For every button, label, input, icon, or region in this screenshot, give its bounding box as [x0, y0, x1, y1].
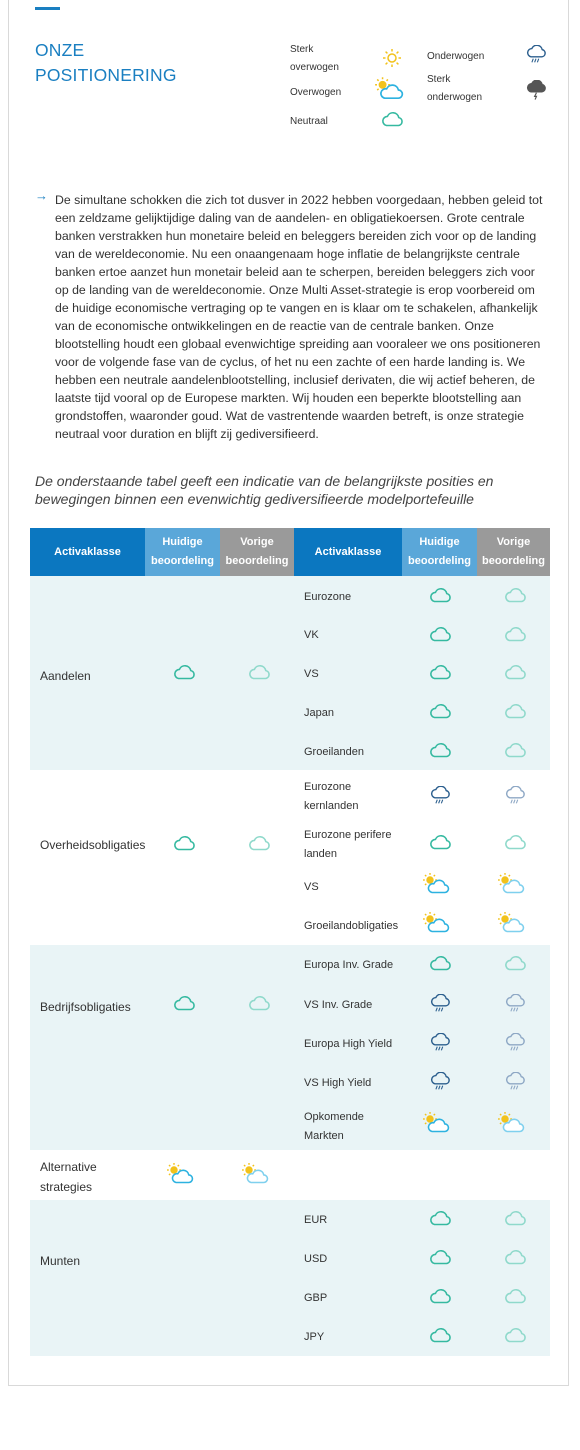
cloud-icon: [503, 703, 527, 719]
row-label: Europa Inv. Grade: [304, 959, 394, 971]
row-label: VS: [304, 881, 319, 893]
cloud-icon: [247, 995, 271, 1011]
group-band-government-bonds: [30, 770, 550, 945]
legend-label-strong-overweight: Sterk overwogen: [290, 44, 339, 73]
sun-cloud-icon: [166, 1162, 194, 1184]
header-asset-class: Activaklasse: [30, 528, 145, 576]
row-label: Groeilandobligaties: [304, 920, 399, 932]
sun-cloud-icon: [497, 1111, 525, 1133]
legend-label-neutral: Neutraal: [290, 116, 328, 127]
row-label: VS High Yield: [304, 1077, 372, 1089]
row-label: Europa High Yield: [304, 1038, 393, 1050]
row-label: Eurozone: [304, 591, 352, 603]
row-label: Opkomende Markten: [304, 1111, 364, 1142]
row-label: GBP: [304, 1292, 328, 1304]
rain-cloud-icon: [429, 1033, 451, 1053]
cloud-icon: [503, 834, 527, 850]
row-label: JPY: [304, 1331, 325, 1343]
row-label: Japan: [304, 707, 334, 719]
sun-cloud-icon: [422, 872, 450, 894]
header-asset-class-2: Activaklasse: [294, 528, 402, 576]
header-current-rating-2: Huidige beoordeling: [402, 528, 477, 576]
group-label-currencies: Munten: [40, 1254, 81, 1268]
rain-cloud-icon: [429, 786, 451, 806]
summary-paragraph: De simultane schokken die zich tot dusver in 2022 hebben voorgedaan, hebben geleid tot een zeldzame gelijktijdige daling van de aandelen- en obligatiekoersen. Grote centrale banken verstrakken hun monetaire beleid en beleggers bereiden zich voor op de landing van de wereldeconomie. Nu een onaangenaam hoge inflatie de belangrijkste centrale banken ertoe aanzet hun monetair beleid aan te scherpen, bereiden beleggers zich voor op de landing van de wereldeconomie. Onze Multi Asset-strategie is erop voorbereid om de huidige economische vertraging op te vangen en is klaar om te schakelen, afhankelijk van de economische ontwikkelingen en de reactie van de centrale banken. Onze blootstelling houdt een globaal evenwichtige spreiding aan vooraleer we ons positioneren voor de volgende fase van de cyclus, of het nu een zachte of een harde landing is. We hebben een neutrale aandelenblootstelling, inclusief derivaten, die wij actief beheren, de laatste tijd vooral op de Europese markten. Wij houden een beperkte blootstelling aan grondstoffen, waaronder goud. Wat de vastrentende waarden betreft, is onze strategie neutraal voor duration en blijft zij gediversifieerd.: [55, 193, 543, 441]
cloud-icon: [428, 587, 452, 603]
cloud-icon: [503, 742, 527, 758]
cloud-icon: [428, 1249, 452, 1265]
sun-icon: [382, 48, 402, 68]
sun-cloud-icon: [374, 76, 404, 100]
cloud-icon: [172, 664, 196, 680]
cloud-icon: [428, 742, 452, 758]
row-label: EUR: [304, 1214, 328, 1226]
cloud-icon: [428, 955, 452, 971]
cloud-icon: [428, 664, 452, 680]
row-label: VS: [304, 668, 319, 680]
group-band-corporate-bonds: [30, 945, 550, 1150]
rain-cloud-icon: [429, 1072, 451, 1092]
table-intro: De onderstaande tabel geeft een indicatie van de belangrijkste posities en bewegingen binnen een evenwichtig gediversifieerde modelportefeuille: [35, 473, 494, 507]
group-band-equities: [30, 576, 550, 770]
legend-label-overweight: Overwogen: [290, 87, 342, 98]
header-previous-rating: Vorige beoordeling: [220, 528, 294, 576]
cloud-icon: [172, 835, 196, 851]
rain-cloud-icon: [504, 994, 526, 1014]
arrow-right-icon: →: [35, 188, 48, 203]
group-label-alternatives: Alternative strategies: [40, 1160, 97, 1194]
cloud-icon: [380, 111, 404, 127]
top-accent-bar: [35, 7, 60, 10]
cloud-icon: [247, 835, 271, 851]
group-band-alternatives: [30, 1150, 550, 1200]
storm-cloud-icon: [525, 80, 547, 100]
cloud-icon: [503, 1249, 527, 1265]
cloud-icon: [428, 1288, 452, 1304]
cloud-icon: [503, 626, 527, 642]
cloud-icon: [428, 703, 452, 719]
cloud-icon: [247, 664, 271, 680]
legend-label-underweight: Onderwogen: [427, 51, 485, 62]
sun-cloud-icon: [497, 911, 525, 933]
sun-cloud-icon: [241, 1162, 269, 1184]
cloud-icon: [428, 1327, 452, 1343]
page-title: ONZE POSITIONERING: [35, 40, 177, 85]
rain-cloud-icon: [504, 1033, 526, 1053]
cloud-icon: [503, 664, 527, 680]
sun-cloud-icon: [422, 911, 450, 933]
group-label-equities: Aandelen: [40, 669, 91, 683]
rain-cloud-icon: [429, 994, 451, 1014]
row-label: Eurozone perifere landen: [304, 829, 392, 860]
row-label: USD: [304, 1253, 328, 1265]
sun-cloud-icon: [497, 872, 525, 894]
group-band-currencies: [30, 1200, 550, 1356]
rain-cloud-icon: [525, 45, 547, 65]
row-label: VS Inv. Grade: [304, 999, 373, 1011]
cloud-icon: [503, 955, 527, 971]
group-label-corporate-bonds: Bedrijfsobligaties: [40, 1000, 131, 1014]
legend-label-strong-underweight: Sterk onderwogen: [427, 74, 483, 103]
group-label-government-bonds: Overheidsobligaties: [40, 838, 146, 852]
cloud-icon: [503, 1288, 527, 1304]
cloud-icon: [172, 995, 196, 1011]
cloud-icon: [503, 587, 527, 603]
rain-cloud-icon: [504, 1072, 526, 1092]
sun-cloud-icon: [422, 1111, 450, 1133]
cloud-icon: [503, 1327, 527, 1343]
cloud-icon: [503, 1210, 527, 1226]
cloud-icon: [428, 834, 452, 850]
row-label: Eurozone kernlanden: [304, 781, 359, 812]
row-label: Groeilanden: [304, 746, 364, 758]
header-current-rating: Huidige beoordeling: [145, 528, 220, 576]
cloud-icon: [428, 1210, 452, 1226]
row-label: VK: [304, 629, 319, 641]
rain-cloud-icon: [504, 786, 526, 806]
header-previous-rating-2: Vorige beoordeling: [477, 528, 550, 576]
cloud-icon: [428, 626, 452, 642]
